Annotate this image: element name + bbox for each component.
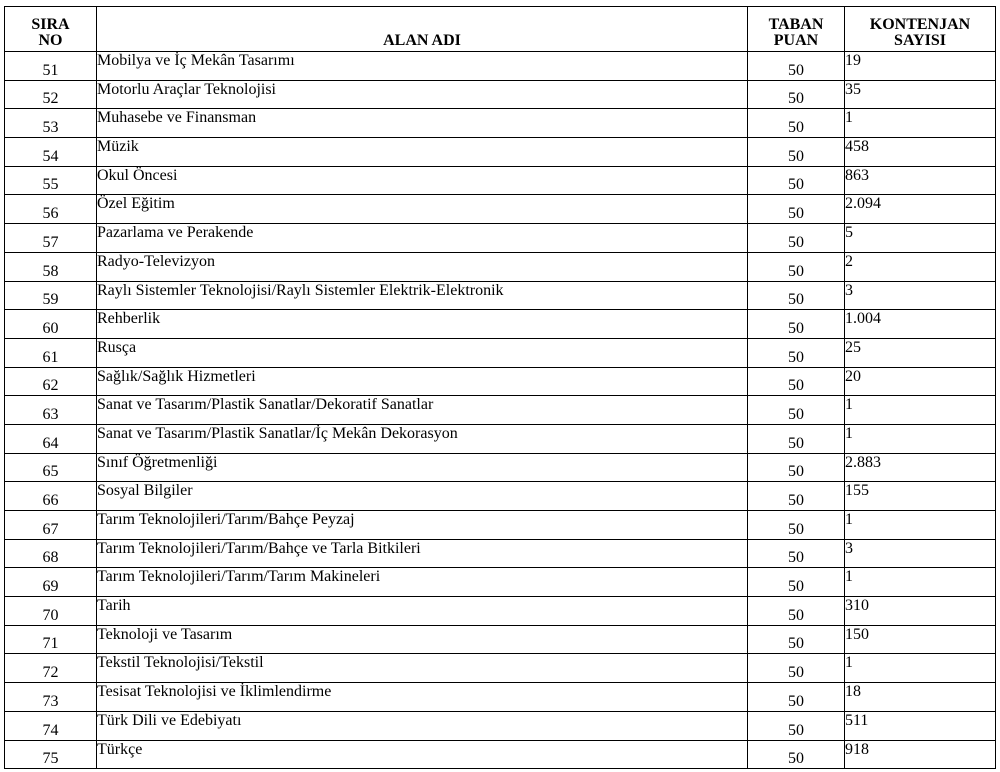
taban-puan-cell: 50 xyxy=(748,80,845,109)
table-row xyxy=(5,683,996,712)
sira-no-cell: 69 xyxy=(5,568,97,597)
kontenjan-sayisi-cell: 1 xyxy=(845,568,996,597)
sira-no-cell: 58 xyxy=(5,252,97,281)
sira-no-cell: 51 xyxy=(5,52,97,81)
taban-puan-cell: 50 xyxy=(748,740,845,769)
sira-no-cell: 57 xyxy=(5,224,97,253)
kontenjan-sayisi-cell: 2.883 xyxy=(845,453,996,482)
alan-adi-cell: Raylı Sistemler Teknolojisi/Raylı Sistemler Elektrik-Elektronik xyxy=(97,281,748,310)
table-row xyxy=(5,310,996,339)
sira-no-cell: 60 xyxy=(5,310,97,339)
alan-adi-cell: Okul Öncesi xyxy=(97,166,748,195)
kontenjan-sayisi-cell: 18 xyxy=(845,683,996,712)
kontenjan-sayisi-cell: 35 xyxy=(845,80,996,109)
taban-puan-cell: 50 xyxy=(748,367,845,396)
alan-adi-cell: Motorlu Araçlar Teknolojisi xyxy=(97,80,748,109)
kontenjan-sayisi-cell: 1 xyxy=(845,109,996,138)
taban-puan-cell: 50 xyxy=(748,625,845,654)
taban-puan-cell: 50 xyxy=(748,252,845,281)
kontenjan-sayisi-cell: 2 xyxy=(845,252,996,281)
table-row xyxy=(5,453,996,482)
sira-no-cell: 62 xyxy=(5,367,97,396)
alan-adi-cell: Tarım Teknolojileri/Tarım/Bahçe ve Tarla Bitkileri xyxy=(97,539,748,568)
taban-puan-cell: 50 xyxy=(748,281,845,310)
alan-adi-cell: Teknoloji ve Tasarım xyxy=(97,625,748,654)
taban-puan-cell: 50 xyxy=(748,654,845,683)
taban-puan-cell: 50 xyxy=(748,52,845,81)
table-row xyxy=(5,281,996,310)
taban-puan-cell: 50 xyxy=(748,396,845,425)
taban-puan-cell: 50 xyxy=(748,310,845,339)
header-kontenjan-sayisi-line2: SAYISI xyxy=(894,32,946,49)
alan-adi-cell: Mobilya ve İç Mekân Tasarımı xyxy=(97,52,748,81)
kontenjan-sayisi-cell: 1 xyxy=(845,511,996,540)
alan-adi-cell: Rusça xyxy=(97,338,748,367)
alan-adi-cell: Sosyal Bilgiler xyxy=(97,482,748,511)
table-row xyxy=(5,424,996,453)
alan-adi-cell: Tekstil Teknolojisi/Tekstil xyxy=(97,654,748,683)
alan-adi-cell: Sağlık/Sağlık Hizmetleri xyxy=(97,367,748,396)
alan-adi-cell: Muhasebe ve Finansman xyxy=(97,109,748,138)
table-row xyxy=(5,396,996,425)
kontenjan-sayisi-cell: 1 xyxy=(845,424,996,453)
table-row xyxy=(5,511,996,540)
taban-puan-cell: 50 xyxy=(748,482,845,511)
header-taban-puan-line2: PUAN xyxy=(773,32,819,49)
table-row xyxy=(5,195,996,224)
taban-puan-cell: 50 xyxy=(748,511,845,540)
header-taban-puan xyxy=(748,7,845,52)
taban-puan-cell: 50 xyxy=(748,568,845,597)
header-taban-puan-line1: TABAN xyxy=(768,16,824,33)
alan-adi-cell: Tarih xyxy=(97,597,748,626)
taban-puan-cell: 50 xyxy=(748,224,845,253)
alan-adi-cell: Özel Eğitim xyxy=(97,195,748,224)
sira-no-cell: 67 xyxy=(5,511,97,540)
header-sira-no-line1: SIRA xyxy=(31,16,70,33)
sira-no-cell: 56 xyxy=(5,195,97,224)
taban-puan-cell: 50 xyxy=(748,338,845,367)
table-row xyxy=(5,367,996,396)
sira-no-cell: 75 xyxy=(5,740,97,769)
table-row xyxy=(5,482,996,511)
table-row xyxy=(5,224,996,253)
alan-adi-cell: Pazarlama ve Perakende xyxy=(97,224,748,253)
kontenjan-sayisi-cell: 3 xyxy=(845,281,996,310)
kontenjan-sayisi-cell: 5 xyxy=(845,224,996,253)
table-body xyxy=(5,52,996,769)
kontenjan-sayisi-cell: 20 xyxy=(845,367,996,396)
alan-adi-cell: Sınıf Öğretmenliği xyxy=(97,453,748,482)
table-row xyxy=(5,252,996,281)
table-row xyxy=(5,597,996,626)
sira-no-cell: 72 xyxy=(5,654,97,683)
taban-puan-cell: 50 xyxy=(748,711,845,740)
sira-no-cell: 64 xyxy=(5,424,97,453)
alan-adi-cell: Sanat ve Tasarım/Plastik Sanatlar/İç Mekân Dekorasyon xyxy=(97,424,748,453)
table-row xyxy=(5,80,996,109)
kontenjan-sayisi-cell: 918 xyxy=(845,740,996,769)
header-sira-no xyxy=(5,7,97,52)
alan-adi-cell: Türk Dili ve Edebiyatı xyxy=(97,711,748,740)
kontenjan-sayisi-cell: 310 xyxy=(845,597,996,626)
alan-adi-cell: Tesisat Teknolojisi ve İklimlendirme xyxy=(97,683,748,712)
header-kontenjan-sayisi-line1: KONTENJAN xyxy=(869,16,971,33)
table-row xyxy=(5,568,996,597)
table-row xyxy=(5,338,996,367)
sira-no-cell: 71 xyxy=(5,625,97,654)
kontenjan-sayisi-cell: 3 xyxy=(845,539,996,568)
alan-adi-cell: Rehberlik xyxy=(97,310,748,339)
kontenjan-sayisi-cell: 155 xyxy=(845,482,996,511)
kontenjan-sayisi-cell: 19 xyxy=(845,52,996,81)
header-alan-adi: ALAN ADI xyxy=(97,7,748,52)
taban-puan-cell: 50 xyxy=(748,195,845,224)
alan-adi-cell: Türkçe xyxy=(97,740,748,769)
taban-puan-cell: 50 xyxy=(748,166,845,195)
sira-no-cell: 55 xyxy=(5,166,97,195)
kontenjan-sayisi-cell: 511 xyxy=(845,711,996,740)
sira-no-cell: 61 xyxy=(5,338,97,367)
alan-adi-cell: Tarım Teknolojileri/Tarım/Tarım Makineleri xyxy=(97,568,748,597)
table-row xyxy=(5,539,996,568)
table-row xyxy=(5,625,996,654)
table-row xyxy=(5,740,996,769)
table-header-row xyxy=(5,7,996,52)
taban-puan-cell: 50 xyxy=(748,138,845,167)
table-row xyxy=(5,166,996,195)
quota-table xyxy=(4,6,996,769)
sira-no-cell: 52 xyxy=(5,80,97,109)
sira-no-cell: 53 xyxy=(5,109,97,138)
taban-puan-cell: 50 xyxy=(748,539,845,568)
kontenjan-sayisi-cell: 1.004 xyxy=(845,310,996,339)
header-sira-no-line2: NO xyxy=(38,32,63,49)
kontenjan-sayisi-cell: 1 xyxy=(845,654,996,683)
sira-no-cell: 59 xyxy=(5,281,97,310)
alan-adi-cell: Müzik xyxy=(97,138,748,167)
alan-adi-cell: Tarım Teknolojileri/Tarım/Bahçe Peyzaj xyxy=(97,511,748,540)
kontenjan-sayisi-cell: 25 xyxy=(845,338,996,367)
taban-puan-cell: 50 xyxy=(748,109,845,138)
table-row xyxy=(5,52,996,81)
sira-no-cell: 66 xyxy=(5,482,97,511)
sira-no-cell: 70 xyxy=(5,597,97,626)
table-row xyxy=(5,109,996,138)
sira-no-cell: 68 xyxy=(5,539,97,568)
header-kontenjan-sayisi xyxy=(845,7,996,52)
taban-puan-cell: 50 xyxy=(748,424,845,453)
sira-no-cell: 73 xyxy=(5,683,97,712)
kontenjan-sayisi-cell: 150 xyxy=(845,625,996,654)
taban-puan-cell: 50 xyxy=(748,597,845,626)
kontenjan-sayisi-cell: 458 xyxy=(845,138,996,167)
sira-no-cell: 74 xyxy=(5,711,97,740)
alan-adi-cell: Sanat ve Tasarım/Plastik Sanatlar/Dekoratif Sanatlar xyxy=(97,396,748,425)
taban-puan-cell: 50 xyxy=(748,453,845,482)
kontenjan-sayisi-cell: 1 xyxy=(845,396,996,425)
table-row xyxy=(5,138,996,167)
table-row xyxy=(5,711,996,740)
taban-puan-cell: 50 xyxy=(748,683,845,712)
kontenjan-sayisi-cell: 2.094 xyxy=(845,195,996,224)
kontenjan-sayisi-cell: 863 xyxy=(845,166,996,195)
sira-no-cell: 65 xyxy=(5,453,97,482)
sira-no-cell: 54 xyxy=(5,138,97,167)
sira-no-cell: 63 xyxy=(5,396,97,425)
alan-adi-cell: Radyo-Televizyon xyxy=(97,252,748,281)
table-row xyxy=(5,654,996,683)
